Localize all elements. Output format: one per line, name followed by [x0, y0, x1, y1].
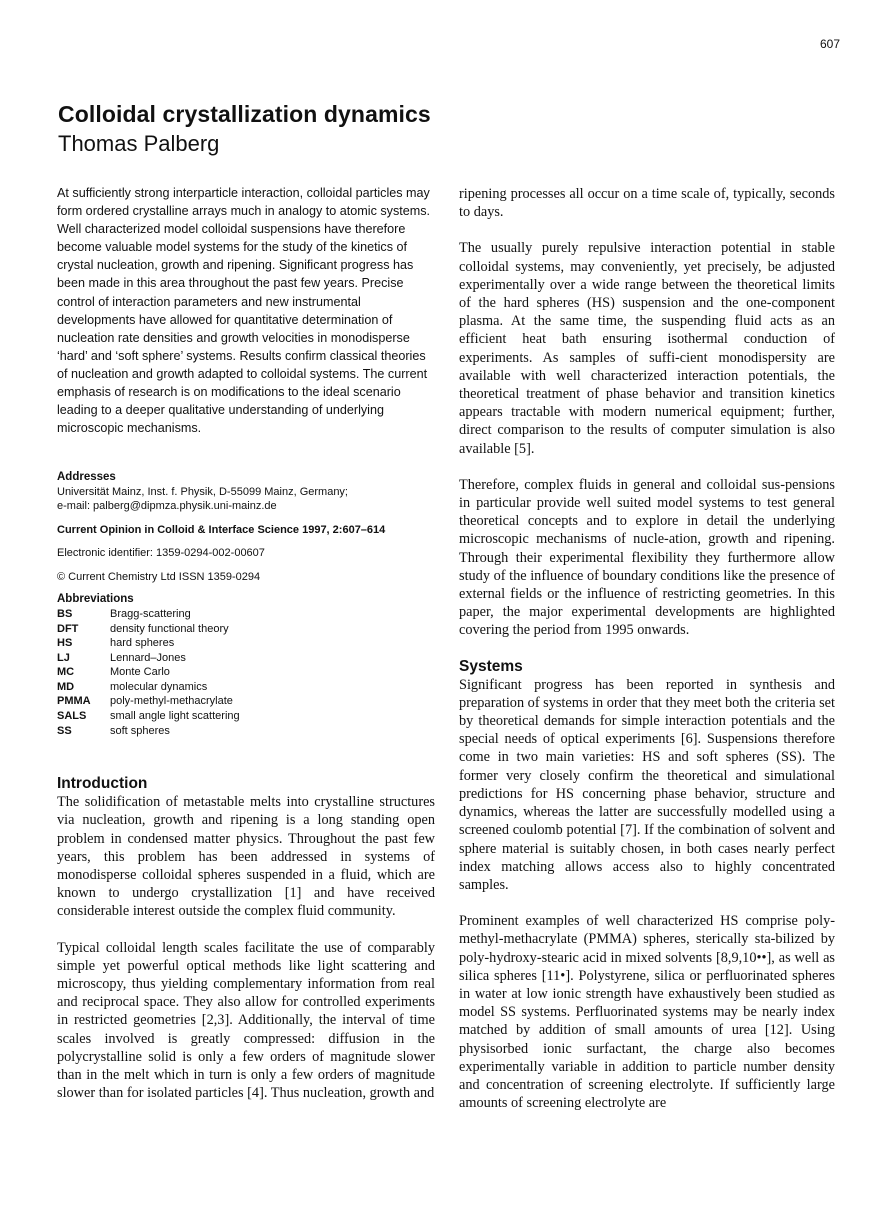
systems-section — [459, 658, 835, 1113]
introduction-heading: Introduction — [57, 775, 148, 793]
article-metadata — [57, 470, 435, 584]
abbreviation-row — [57, 607, 435, 622]
systems-heading: Systems — [459, 657, 523, 675]
introduction-paragraph: The solidification of metastable melts into crystalline structures via nucleation, growth and ripening is a long standing open problem in condensed matter physics. Throughout the past few years, this problem has been addressed in systems of monodisperse colloidal spheres suspended in a fluid, which are known to undergo crystallization [1] and have received considerable interest outside the complex fluid community. — [57, 794, 435, 920]
abbreviation-key: BS — [57, 607, 73, 620]
abbreviation-row — [57, 622, 435, 637]
abbreviation-value: Lennard–Jones — [110, 651, 186, 664]
abbreviation-key: LJ — [57, 651, 70, 664]
introduction-paragraph: Therefore, complex fluids in general and colloidal sus-pensions in particular provide well suited model systems to test general theoretical concepts and to explore in detail the underlying microscopic mechanisms of nucle-ation, growth and ripening. Through their experimental flexibility they furthermore allow study of the influence of boundary conditions like the presence of external fields or the influence of restricting geometries. In this paper, the major experimental developments are highlighted covering the period from 1995 onwards. — [459, 476, 835, 639]
abbreviation-row — [57, 694, 435, 709]
abbreviation-value: Monte Carlo — [110, 666, 170, 679]
abbreviations-list — [57, 592, 435, 738]
abbreviation-key: SS — [57, 724, 72, 737]
systems-paragraph: Significant progress has been reported in synthesis and preparation of systems in order that they meet both the criteria set by theoretical demands for simple interaction potentials and the special needs of optical experiments [6]. Suspensions therefore come in two main varieties: HS and soft spheres (SS). The former very closely confirm the theoretical and simulational predictions for HS concerning phase behavior, structure and dynamics, whereas the latter are successfully modelled using a screened coulomb potential [7]. If the combination of solvent and sphere material is suitably chosen, in both cases nearly perfect index matching allows access also to highly concentrated samples. — [459, 676, 835, 893]
introduction-paragraph: The usually purely repulsive interaction potential in stable colloidal systems, may conveniently, yet precisely, be adjusted experimentally over a wide range between the theoretical limits of the hard spheres (HS) suspension and the one-component plasma. At the same time, the suspending fluid acts as an efficient heat bath ensuring isothermal conduction of experiments. As samples of suffi-cient monodispersity are available with well characterized interaction potentials, the theoretical treatment of phase behavior and transition kinetics appears tractable with modern numerical equipment; further, direct comparison to the results of computer simulation is also available [5]. — [459, 240, 835, 457]
right-column — [459, 185, 835, 1112]
abbreviation-row — [57, 680, 435, 695]
abbreviation-value: density functional theory — [110, 622, 229, 635]
abbreviation-value: Bragg-scattering — [110, 607, 191, 620]
abbreviation-key: PMMA — [57, 695, 91, 708]
left-column — [57, 184, 435, 1103]
article-title: Colloidal crystallization dynamics — [58, 101, 431, 127]
abbreviation-value: poly-methyl-methacrylate — [110, 695, 233, 708]
abbreviation-key: HS — [57, 637, 73, 650]
abbreviation-row — [57, 651, 435, 666]
address: Universität Mainz, Inst. f. Physik, D-55099 Mainz, Germany; — [57, 485, 348, 498]
introduction-paragraph-continued: ripening processes all occur on a time scale of, typically, seconds to days. — [459, 186, 835, 221]
introduction-section — [57, 775, 435, 1102]
email: e-mail: palberg@dipmza.physik.uni-mainz.de — [57, 500, 277, 513]
systems-paragraph: Prominent examples of well characterized HS comprise poly-methyl-methacrylate (PMMA) spheres, sterically sta-bilized by poly-hydroxy-stearic acid in mixed solvents [8,9,10••], as well as silica spheres [11•]. Polystyrene, silica or perfluorinated spheres in water at low ionic strength have exhaustively been studied as model SS systems. Perfluorinated systems may be nearly index matched by addition of small amounts of urea [12]. Using physisorbed ionic surfactant, the charge also becomes experimentally variable in addition to particle number density and concentration of screening electrolyte. If sufficiently large amounts of screening electrolyte are — [459, 913, 835, 1112]
abbreviation-row — [57, 724, 435, 739]
page-number: 607 — [820, 37, 841, 51]
electronic-identifier: Electronic identifier: 1359-0294-002-00607 — [57, 547, 265, 560]
abbreviation-value: soft spheres — [110, 724, 170, 737]
addresses-heading: Addresses — [57, 471, 116, 484]
abbreviation-row — [57, 636, 435, 651]
abbreviation-row — [57, 709, 435, 724]
journal-citation: Current Opinion in Colloid & Interface Science 1997, 2:607–614 — [57, 523, 386, 536]
abbreviations-heading: Abbreviations — [57, 593, 134, 606]
abbreviation-key: MC — [57, 666, 75, 679]
abbreviation-value: molecular dynamics — [110, 680, 208, 693]
copyright: © Current Chemistry Ltd ISSN 1359-0294 — [57, 570, 261, 583]
introduction-paragraph: Typical colloidal length scales facilitate the use of comparably simple yet powerful optical methods like light scattering and microscopy, thus yielding complementary information from real and reciprocal space. They also allow for controlled experiments in restricted geometries [2,3]. Additionally, the interval of time scales involved is greatly compressed: diffusion in the polycrystalline solid is only a few orders of magnitude slower than in the melt which in turn is only a few orders of magnitude slower than for isolated particles [4]. Thus nucleation, growth and — [57, 939, 435, 1102]
abstract: At sufficiently strong interparticle interaction, colloidal particles may form ordered crystalline arrays much in analogy to atomic systems. Well characterized model colloidal suspensions have therefore become valuable model systems for the study of the kinetics of crystal nucleation, growth and ripening. Significant progress has been made in this area throughout the past few years. Precise control of interaction parameters and new instrumental developments have allowed for quantitative determination of nucleation rate densities and growth velocities in monodisperse ‘hard’ and ‘soft sphere’ systems. Results confirm classical theories of nucleation and growth adapted to colloidal systems. The current emphasis of research is on modifications to the ideal scenario leading to a deeper qualitative understanding of underlying microscopic mechanisms. — [57, 186, 431, 436]
abbreviation-value: hard spheres — [110, 637, 175, 650]
abbreviation-row — [57, 665, 435, 680]
abbreviation-value: small angle light scattering — [110, 710, 240, 723]
abbreviation-key: SALS — [57, 710, 87, 723]
abbreviation-key: DFT — [57, 622, 79, 635]
article-author: Thomas Palberg — [58, 131, 220, 156]
abbreviation-key: MD — [57, 680, 75, 693]
